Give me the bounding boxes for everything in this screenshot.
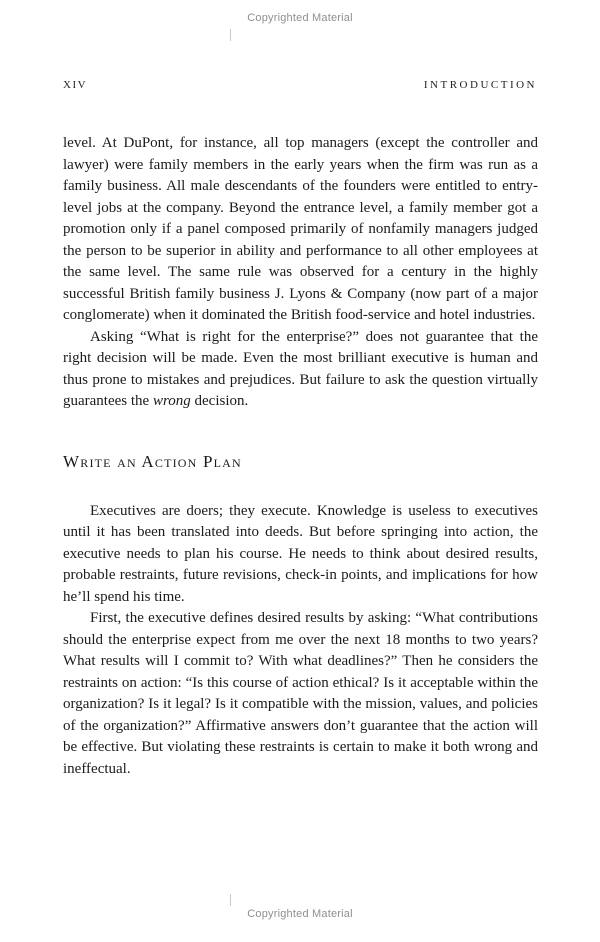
body-text	[63, 133, 538, 780]
running-title: INTRODUCTION	[423, 79, 537, 91]
paragraph-asking-italic-word: wrong	[152, 393, 191, 409]
crop-mark-top	[230, 29, 231, 41]
running-header	[63, 79, 537, 91]
copyright-notice-top: Copyrighted Material	[247, 12, 353, 24]
paragraph-executives: Executives are doers; they execute. Knowledge is useless to executives until it has been translated into deeds. But before springing into action, the executive needs to plan his course. He needs to think about desired results, probable restraints, future revisions, check-in points, and implications for how he’ll spend his time.	[63, 502, 538, 605]
paragraph-asking	[63, 327, 538, 413]
paragraph-asking-text-after: decision.	[190, 393, 249, 409]
crop-mark-bottom	[230, 894, 231, 906]
paragraph-asking-text-before: Asking “What is right for the enterprise?” does not guarantee that the right decision will be made. Even the most brilliant executive is human and thus prone to mistakes and prejudices. But failure to ask the question virtually guarantees the	[63, 328, 538, 409]
paragraph-dupont: level. At DuPont, for instance, all top managers (except the controller and lawyer) were family members in the early years when the firm was run as a family business. All male descendants of the founders were entitled to entry-level jobs at the company. Beyond the entrance level, a family member got a promotion only if a panel composed primarily of nonfamily managers judged the person to be superior in ability and performance to all other employees at the same level. The same rule was observed for a century in the highly successful British family business J. Lyons & Company (now part of a major conglomerate) when it dominated the British food-service and hotel industries.	[63, 135, 538, 323]
page-number: XIV	[63, 79, 88, 91]
paragraph-first: First, the executive defines desired results by asking: “What contributions should the enterprise expect from me over the next 18 months to two years? What results will I commit to? With what deadlines?” Then he considers the restraints on action: “Is this course of action ethical? Is it acceptable within the organization? Is it legal? Is it compatible with the mission, values, and policies of the organization?” Affirmative answers don’t guarantee that the action will be effective. But violating these restraints is certain to make it both wrong and ineffectual.	[63, 610, 538, 777]
copyright-notice-bottom: Copyrighted Material	[247, 908, 353, 920]
section-heading-write-an-action-plan: Write an Action Plan	[63, 451, 242, 471]
